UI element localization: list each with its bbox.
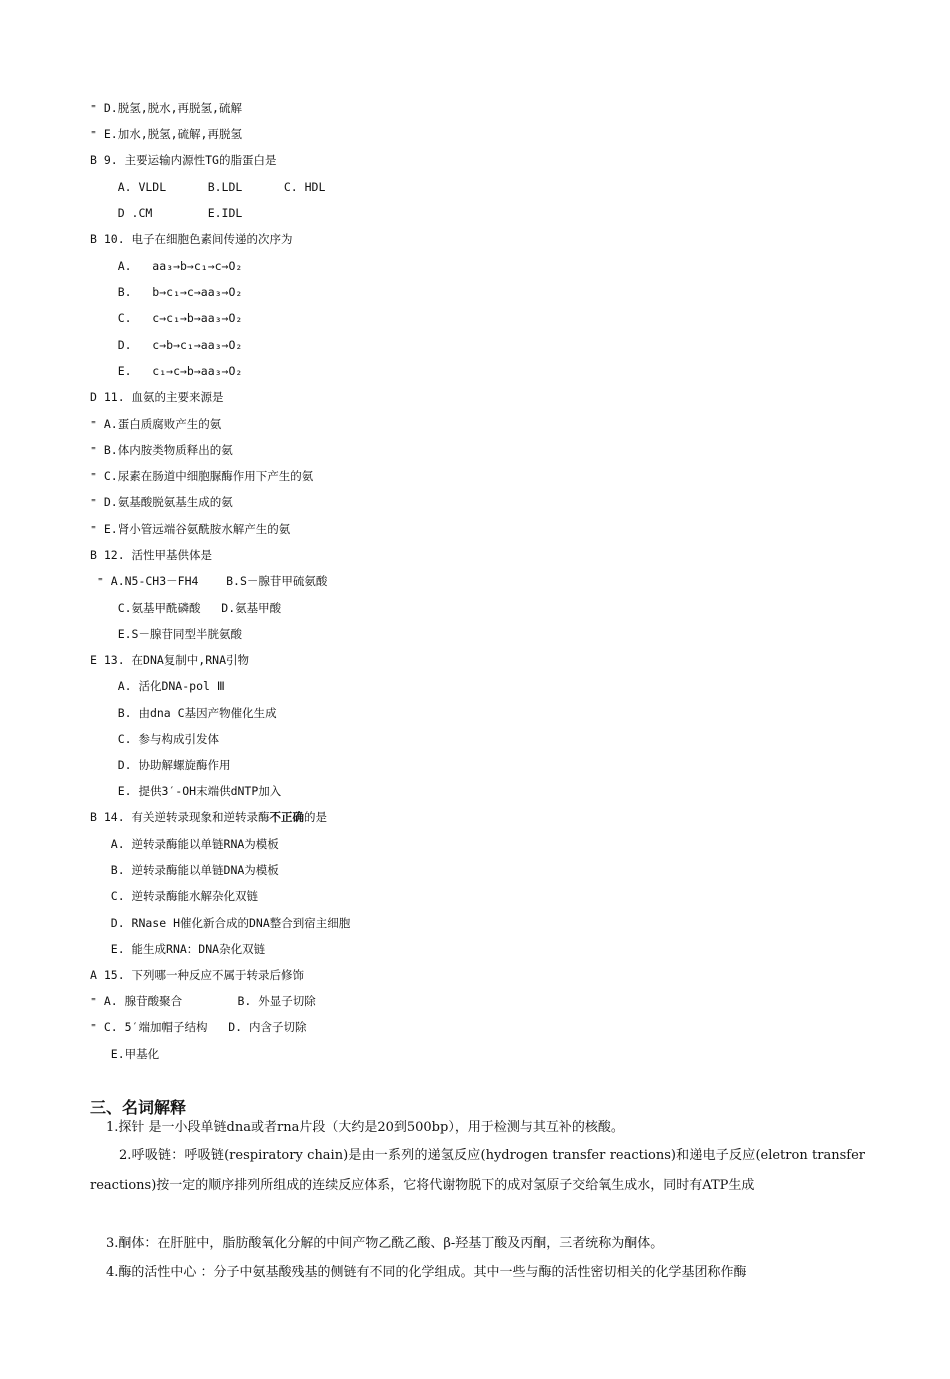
q10-option-a: A. aa₃→b→c₁→c→O₂ <box>90 259 243 273</box>
q11-option-e: ⁼ E.肾小管远端谷氨酰胺水解产生的氨 <box>90 522 291 536</box>
q14-option-c: C. 逆转录酶能水解杂化双链 <box>90 889 259 903</box>
q14-option-d: D. RNase H催化新合成的DNA整合到宿主细胞 <box>90 916 351 930</box>
definition-respiratory-chain: 2.呼吸链：呼吸链(respiratory chain)是由一系列的递氢反应(hydrogen transfer reactions)和递电子反应(eletron transfer reactions)按一定的顺序排列所组成的连续反应体系，它将代谢物脱下的成对氢原子交给氧生成水，同时有ATP生成 <box>90 1148 865 1193</box>
q13-stem: E 13. 在DNA复制中,RNA引物 <box>90 653 250 667</box>
q12-stem: B 12. 活性甲基供体是 <box>90 548 213 562</box>
definition-ketone-bodies: 3.酮体：在肝脏中，脂肪酸氧化分解的中间产物乙酰乙酸、β-羟基丁酸及丙酮，三者统称为酮体。 <box>106 1236 664 1251</box>
definition-probe: 1.探针 是一小段单链dna或者rna片段（大约是20到500bp），用于检测与其互补的核酸。 <box>106 1120 624 1135</box>
q11-option-d: ⁼ D.氨基酸脱氨基生成的氨 <box>90 495 233 509</box>
q8-option-d: ⁼ D.脱氢,脱水,再脱氢,硫解 <box>90 101 242 115</box>
q8-option-e: ⁼ E.加水,脱氢,硫解,再脱氢 <box>90 127 242 141</box>
q13-option-b: B. 由dna C基因产物催化生成 <box>90 706 277 720</box>
q14-stem <box>90 809 327 825</box>
q11-stem: D 11. 血氨的主要来源是 <box>90 390 224 404</box>
section-heading: 三、名词解释 <box>90 1098 187 1117</box>
q9-options-row2: D .CM E.IDL <box>90 206 243 220</box>
q15-options-row2: ⁼ C. 5′端加帽子结构 D. 内含子切除 <box>90 1020 307 1034</box>
q11-option-b: ⁼ B.体内胺类物质释出的氨 <box>90 443 233 457</box>
q15-options-row3: E.甲基化 <box>90 1047 160 1061</box>
q9-stem: B 9. 主要运输内源性TG的脂蛋白是 <box>90 153 277 167</box>
q10-stem: B 10. 电子在细胞色素间传递的次序为 <box>90 232 293 246</box>
q12-options-row3: E.S－腺苷同型半胱氨酸 <box>90 627 242 641</box>
q10-option-b: B. b→c₁→c→aa₃→O₂ <box>90 285 243 299</box>
q13-option-c: C. 参与构成引发体 <box>90 732 219 746</box>
q14-stem-suffix: 的是 <box>304 810 328 824</box>
q13-option-d: D. 协助解螺旋酶作用 <box>90 758 231 772</box>
q10-option-c: C. c→c₁→b→aa₃→O₂ <box>90 311 243 325</box>
q10-option-d: D. c→b→c₁→aa₃→O₂ <box>90 338 243 352</box>
q11-option-c: ⁼ C.尿素在肠道中细胞脲酶作用下产生的氨 <box>90 469 314 483</box>
definition-active-center: 4.酶的活性中心 ：分子中氨基酸残基的侧链有不同的化学组成。其中一些与酶的活性密切相关的化学基团称作酶 <box>106 1265 747 1280</box>
q15-stem: A 15. 下列哪一种反应不属于转录后修饰 <box>90 968 305 982</box>
q15-options-row1: ⁼ A. 腺苷酸聚合 B. 外显子切除 <box>90 994 316 1008</box>
q13-option-e: E. 提供3′-OH末端供dNTP加入 <box>90 784 282 798</box>
q9-options-row1: A. VLDL B.LDL C. HDL <box>90 180 326 194</box>
q12-options-row1: ⁼ A.N5-CH3－FH4 B.S－腺苷甲硫氨酸 <box>90 574 328 588</box>
q14-stem-emphasis: 不正确 <box>269 810 305 824</box>
q12-options-row2: C.氨基甲酰磷酸 D.氨基甲酸 <box>90 601 282 615</box>
q11-option-a: ⁼ A.蛋白质腐败产生的氨 <box>90 417 222 431</box>
q14-stem-text: B 14. 有关逆转录现象和逆转录酶 <box>90 810 270 824</box>
q14-option-e: E. 能生成RNA：DNA杂化双链 <box>90 942 266 956</box>
q13-option-a: A. 活化DNA-pol Ⅲ <box>90 679 225 693</box>
q14-option-a: A. 逆转录酶能以单链RNA为模板 <box>90 837 279 851</box>
q10-option-e: E. c₁→c→b→aa₃→O₂ <box>90 364 243 378</box>
q14-option-b: B. 逆转录酶能以单链DNA为模板 <box>90 863 279 877</box>
